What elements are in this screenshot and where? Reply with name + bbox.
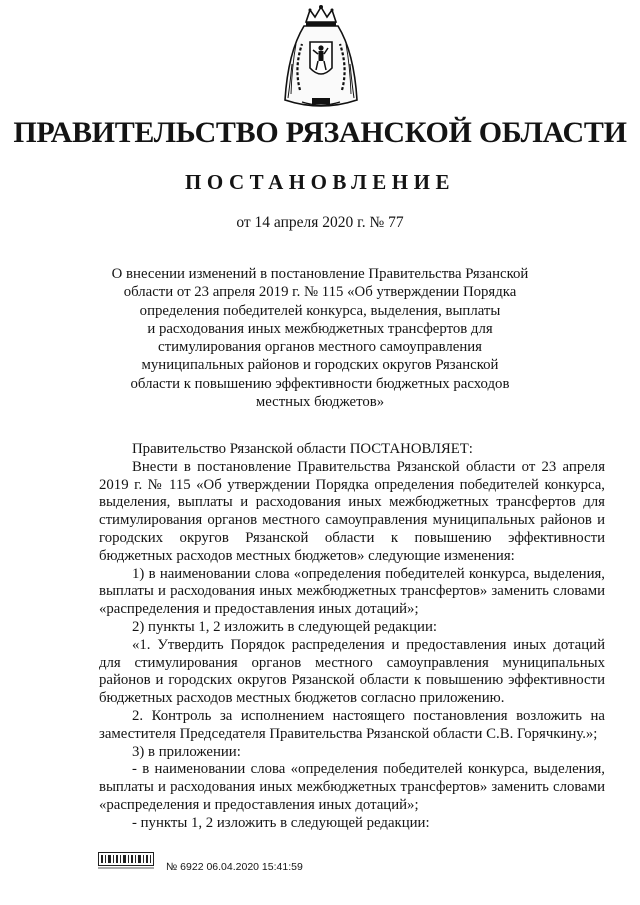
body-paragraph: 3) в приложении: [132,743,241,760]
document-date-number: от 14 апреля 2020 г. № 77 [236,214,404,231]
subject-line: определения победителей конкурса, выделения, выплаты [139,302,501,319]
registry-footer: № 6922 06.04.2020 15:41:59 [166,861,303,873]
subject-line: О внесении изменений в постановление Правительства Рязанской [111,266,529,282]
registry-barcode-stamp [98,848,154,870]
body-paragraph: Внести в постановление Правительства Рязанской области от 23 апреля 2019 г. № 115 «Об утверждении Порядка определения победителей конкурса, выделения, выплаты и расходования иных межбюджетных трансфертов для стимулирования органов местного самоуправления муниципальных районов и городских округов Рязанской области к повышению эффективности бюджетных расходов местных бюджетов» следующие изменения: [99,458,605,564]
subject-line: местных бюджетов» [255,394,385,411]
subject-line: области к повышению эффективности бюджетных расходов [130,375,510,392]
organization-title: ПРАВИТЕЛЬСТВО РЯЗАНСКОЙ ОБЛАСТИ [13,116,627,149]
coat-of-arms-emblem [282,4,360,112]
body-paragraph: 2. Контроль за исполнением настоящего постановления возложить на заместителя Председателя Правительства Рязанской области С.В. Горячкину.»; [99,707,605,742]
body-paragraph: Правительство Рязанской области ПОСТАНОВЛЯЕТ: [132,441,473,457]
body-paragraph: 1) в наименовании слова «определения победителей конкурса, выделения, выплаты и расходования иных межбюджетных трансфертов» заменить словами «распределения и предоставления иных дотаций»; [99,565,605,618]
body-paragraph: 2) пункты 1, 2 изложить в следующей редакции: [132,618,437,635]
body-paragraph: - в наименовании слова «определения победителей конкурса, выделения, выплаты и расходования иных межбюджетных трансфертов» заменить словами «распределения и предоставления иных дотаций»; [99,761,605,813]
document-type: ПОСТАНОВЛЕНИЕ [185,170,455,194]
subject-line: области от 23 апреля 2019 г. № 115 «Об утверждении Порядка [123,284,517,301]
body-paragraph: - пункты 1, 2 изложить в следующей редакции: [132,814,430,831]
document-body [99,441,605,833]
body-paragraph: «1. Утвердить Порядок распределения и предоставления иных дотаций для стимулирования органов местного самоуправления муниципальных районов и городских округов Рязанской области к повышению эффективности бюджетных расходов местных бюджетов согласно приложению. [99,636,605,707]
document-subject [70,265,570,411]
subject-line: муниципальных районов и городских округов Рязанской [141,357,499,374]
subject-line: и расходования иных межбюджетных трансфертов для [147,320,493,337]
subject-line: стимулирования органов местного самоуправления [158,339,482,356]
